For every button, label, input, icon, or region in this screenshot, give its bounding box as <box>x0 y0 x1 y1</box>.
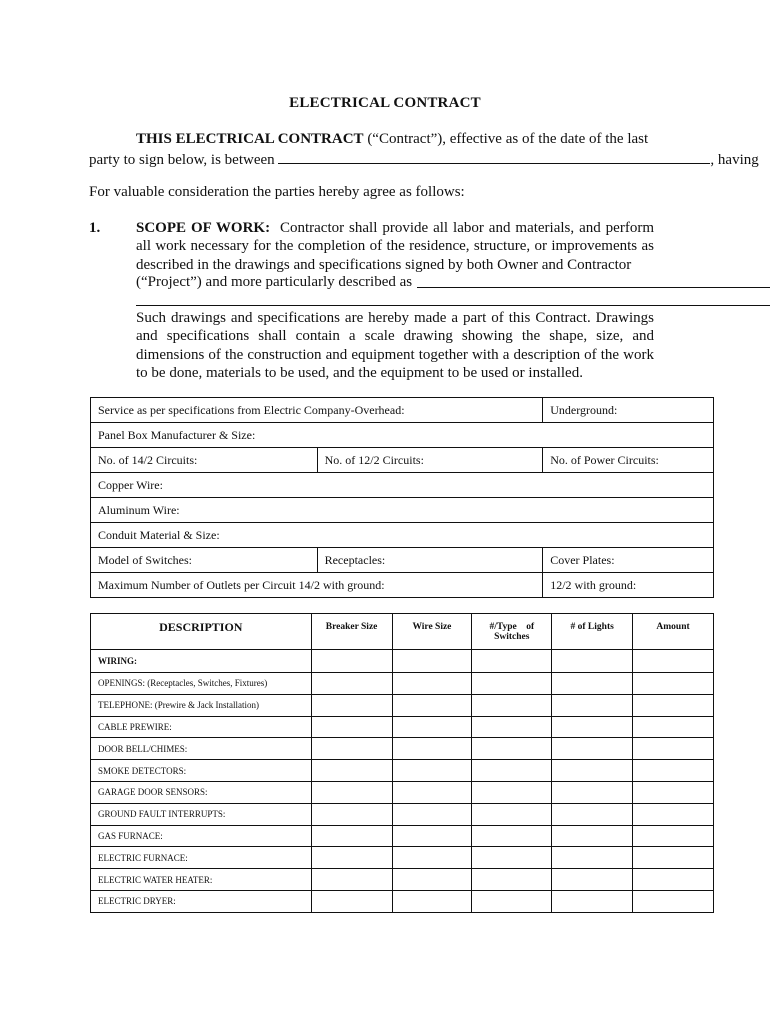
table-row <box>91 847 714 869</box>
amount-cell[interactable] <box>633 869 714 891</box>
lights-cell[interactable] <box>552 738 633 760</box>
table-row <box>91 716 714 738</box>
breaker-size-cell[interactable] <box>311 869 392 891</box>
party-name-blank[interactable] <box>278 149 710 164</box>
type-switches-cell[interactable] <box>472 869 552 891</box>
amount-header: Amount <box>633 614 714 650</box>
breaker-size-cell[interactable] <box>311 760 392 782</box>
amount-cell[interactable] <box>633 825 714 847</box>
copper-wire-cell[interactable]: Copper Wire: <box>91 473 714 498</box>
lights-cell[interactable] <box>552 760 633 782</box>
amount-cell[interactable] <box>633 738 714 760</box>
lights-header: # of Lights <box>552 614 633 650</box>
document-title: ELECTRICAL CONTRACT <box>289 95 481 111</box>
table-row <box>91 738 714 760</box>
row-description-label: GAS FURNACE: <box>91 825 312 847</box>
breaker-size-cell[interactable] <box>311 781 392 803</box>
type-switches-cell[interactable] <box>472 825 552 847</box>
section1-para1-text: Contractor shall provide all labor and materials, and perform all work necessary for the completion of the residence, structure, or improvements as described in the drawings and specifications signed by both Owner and Contractor <box>136 220 654 273</box>
lights-cell[interactable] <box>552 781 633 803</box>
table-row <box>91 760 714 782</box>
project-description-blank-1[interactable] <box>417 287 770 288</box>
cover-plates-cell[interactable]: Cover Plates: <box>543 548 714 573</box>
section-number: 1. <box>89 220 101 236</box>
section1-para2: Such drawings and specifications are hereby made a part of this Contract. Drawings and specifications shall contain a scale drawing showing the shape, size, and dimensions of the construction and equipment together with a description of the work to be done, materials to be used, and the equipment to be used or installed. <box>136 310 654 381</box>
lights-cell[interactable] <box>552 673 633 695</box>
lights-cell[interactable] <box>552 650 633 673</box>
table-row <box>91 890 714 912</box>
row-description-label: ELECTRIC WATER HEATER: <box>91 869 312 891</box>
table-row <box>91 448 714 473</box>
type-switches-line2: Switches <box>494 632 530 642</box>
intro-lead-bold: THIS ELECTRICAL CONTRACT <box>136 131 364 147</box>
amount-cell[interactable] <box>633 694 714 716</box>
wire-size-cell[interactable] <box>392 716 472 738</box>
ground-12-2-cell[interactable]: 12/2 with ground: <box>543 573 714 598</box>
section1-para1 <box>136 219 654 274</box>
wire-size-cell[interactable] <box>392 694 472 716</box>
wire-size-cell[interactable] <box>392 781 472 803</box>
aluminum-wire-cell[interactable]: Aluminum Wire: <box>91 498 714 523</box>
breaker-size-cell[interactable] <box>311 825 392 847</box>
table-row <box>91 650 714 673</box>
breaker-size-cell[interactable] <box>311 650 392 673</box>
wire-size-cell[interactable] <box>392 890 472 912</box>
wire-size-cell[interactable] <box>392 650 472 673</box>
table-row <box>91 694 714 716</box>
amount-cell[interactable] <box>633 760 714 782</box>
amount-cell[interactable] <box>633 803 714 825</box>
breaker-size-cell[interactable] <box>311 673 392 695</box>
type-switches-cell[interactable] <box>472 760 552 782</box>
section1-heading: SCOPE OF WORK: <box>136 220 271 236</box>
circuits-12-2-cell[interactable]: No. of 12/2 Circuits: <box>317 448 543 473</box>
intro-line2-start: party to sign below, is between <box>89 152 279 168</box>
breaker-size-cell[interactable] <box>311 716 392 738</box>
lights-cell[interactable] <box>552 825 633 847</box>
amount-cell[interactable] <box>633 650 714 673</box>
breaker-size-cell[interactable] <box>311 738 392 760</box>
type-switches-cell[interactable] <box>472 716 552 738</box>
table-row <box>91 781 714 803</box>
lights-cell[interactable] <box>552 890 633 912</box>
type-switches-cell[interactable] <box>472 650 552 673</box>
table-row <box>91 825 714 847</box>
table-row <box>91 423 714 448</box>
row-description-label: SMOKE DETECTORS: <box>91 760 312 782</box>
switches-model-cell[interactable]: Model of Switches: <box>91 548 318 573</box>
row-description-label: GROUND FAULT INTERRUPTS: <box>91 803 312 825</box>
wire-size-cell[interactable] <box>392 869 472 891</box>
row-description-label: GARAGE DOOR SENSORS: <box>91 781 312 803</box>
row-description-label: ELECTRIC FURNACE: <box>91 847 312 869</box>
wire-size-cell[interactable] <box>392 825 472 847</box>
intro-line-1 <box>136 131 648 148</box>
intro-line-2 <box>89 149 759 169</box>
breaker-size-cell[interactable] <box>311 890 392 912</box>
breaker-size-header: Breaker Size <box>311 614 392 650</box>
conduit-cell[interactable]: Conduit Material & Size: <box>91 523 714 548</box>
table-row <box>91 523 714 548</box>
wire-size-cell[interactable] <box>392 738 472 760</box>
circuits-14-2-cell[interactable]: No. of 14/2 Circuits: <box>91 448 318 473</box>
underground-cell[interactable]: Underground: <box>543 398 714 423</box>
lights-cell[interactable] <box>552 847 633 869</box>
table-row <box>91 573 714 598</box>
wire-size-header: Wire Size <box>392 614 472 650</box>
row-description-label: WIRING: <box>91 650 312 673</box>
specifications-table <box>90 397 714 598</box>
type-switches-cell[interactable] <box>472 673 552 695</box>
type-switches-header <box>472 614 552 650</box>
amount-cell[interactable] <box>633 716 714 738</box>
lights-cell[interactable] <box>552 694 633 716</box>
type-switches-cell[interactable] <box>472 738 552 760</box>
amount-cell[interactable] <box>633 673 714 695</box>
table-row <box>91 498 714 523</box>
type-switches-cell[interactable] <box>472 694 552 716</box>
wire-size-cell[interactable] <box>392 760 472 782</box>
table-row <box>91 548 714 573</box>
max-outlets-cell[interactable]: Maximum Number of Outlets per Circuit 14/2 with ground: <box>91 573 543 598</box>
description-header: DESCRIPTION <box>91 614 312 650</box>
table-row <box>91 673 714 695</box>
table-row <box>91 473 714 498</box>
intro-line2-end: , having <box>710 152 759 168</box>
amount-cell[interactable] <box>633 890 714 912</box>
row-description-label: TELEPHONE: (Prewire & Jack Installation) <box>91 694 312 716</box>
type-switches-cell[interactable] <box>472 803 552 825</box>
table-header-row <box>91 614 714 650</box>
breaker-size-cell[interactable] <box>311 847 392 869</box>
lights-cell[interactable] <box>552 803 633 825</box>
amount-cell[interactable] <box>633 847 714 869</box>
breaker-size-cell[interactable] <box>311 803 392 825</box>
project-description-blank-2[interactable] <box>136 305 770 306</box>
panel-box-cell[interactable]: Panel Box Manufacturer & Size: <box>91 423 714 448</box>
receptacles-cell[interactable]: Receptacles: <box>317 548 543 573</box>
type-switches-line1: #/Type of <box>489 622 535 632</box>
section1-para1-last: (“Project”) and more particularly described as <box>136 274 413 290</box>
consideration-text: For valuable consideration the parties hereby agree as follows: <box>89 184 465 200</box>
table-row <box>91 803 714 825</box>
breaker-size-cell[interactable] <box>311 694 392 716</box>
wire-size-cell[interactable] <box>392 673 472 695</box>
type-switches-cell[interactable] <box>472 847 552 869</box>
service-overhead-cell[interactable]: Service as per specifications from Electric Company-Overhead: <box>91 398 543 423</box>
power-circuits-cell[interactable]: No. of Power Circuits: <box>543 448 714 473</box>
wire-size-cell[interactable] <box>392 803 472 825</box>
row-description-label: ELECTRIC DRYER: <box>91 890 312 912</box>
amount-cell[interactable] <box>633 781 714 803</box>
table-row <box>91 398 714 423</box>
lights-cell[interactable] <box>552 716 633 738</box>
row-description-label: DOOR BELL/CHIMES: <box>91 738 312 760</box>
type-switches-cell[interactable] <box>472 890 552 912</box>
type-switches-cell[interactable] <box>472 781 552 803</box>
wire-size-cell[interactable] <box>392 847 472 869</box>
lights-cell[interactable] <box>552 869 633 891</box>
description-table <box>90 613 714 913</box>
row-description-label: CABLE PREWIRE: <box>91 716 312 738</box>
row-description-label: OPENINGS: (Receptacles, Switches, Fixtures) <box>91 673 312 695</box>
table-row <box>91 869 714 891</box>
intro-lead-rest: (“Contract”), effective as of the date of the last <box>363 131 649 147</box>
